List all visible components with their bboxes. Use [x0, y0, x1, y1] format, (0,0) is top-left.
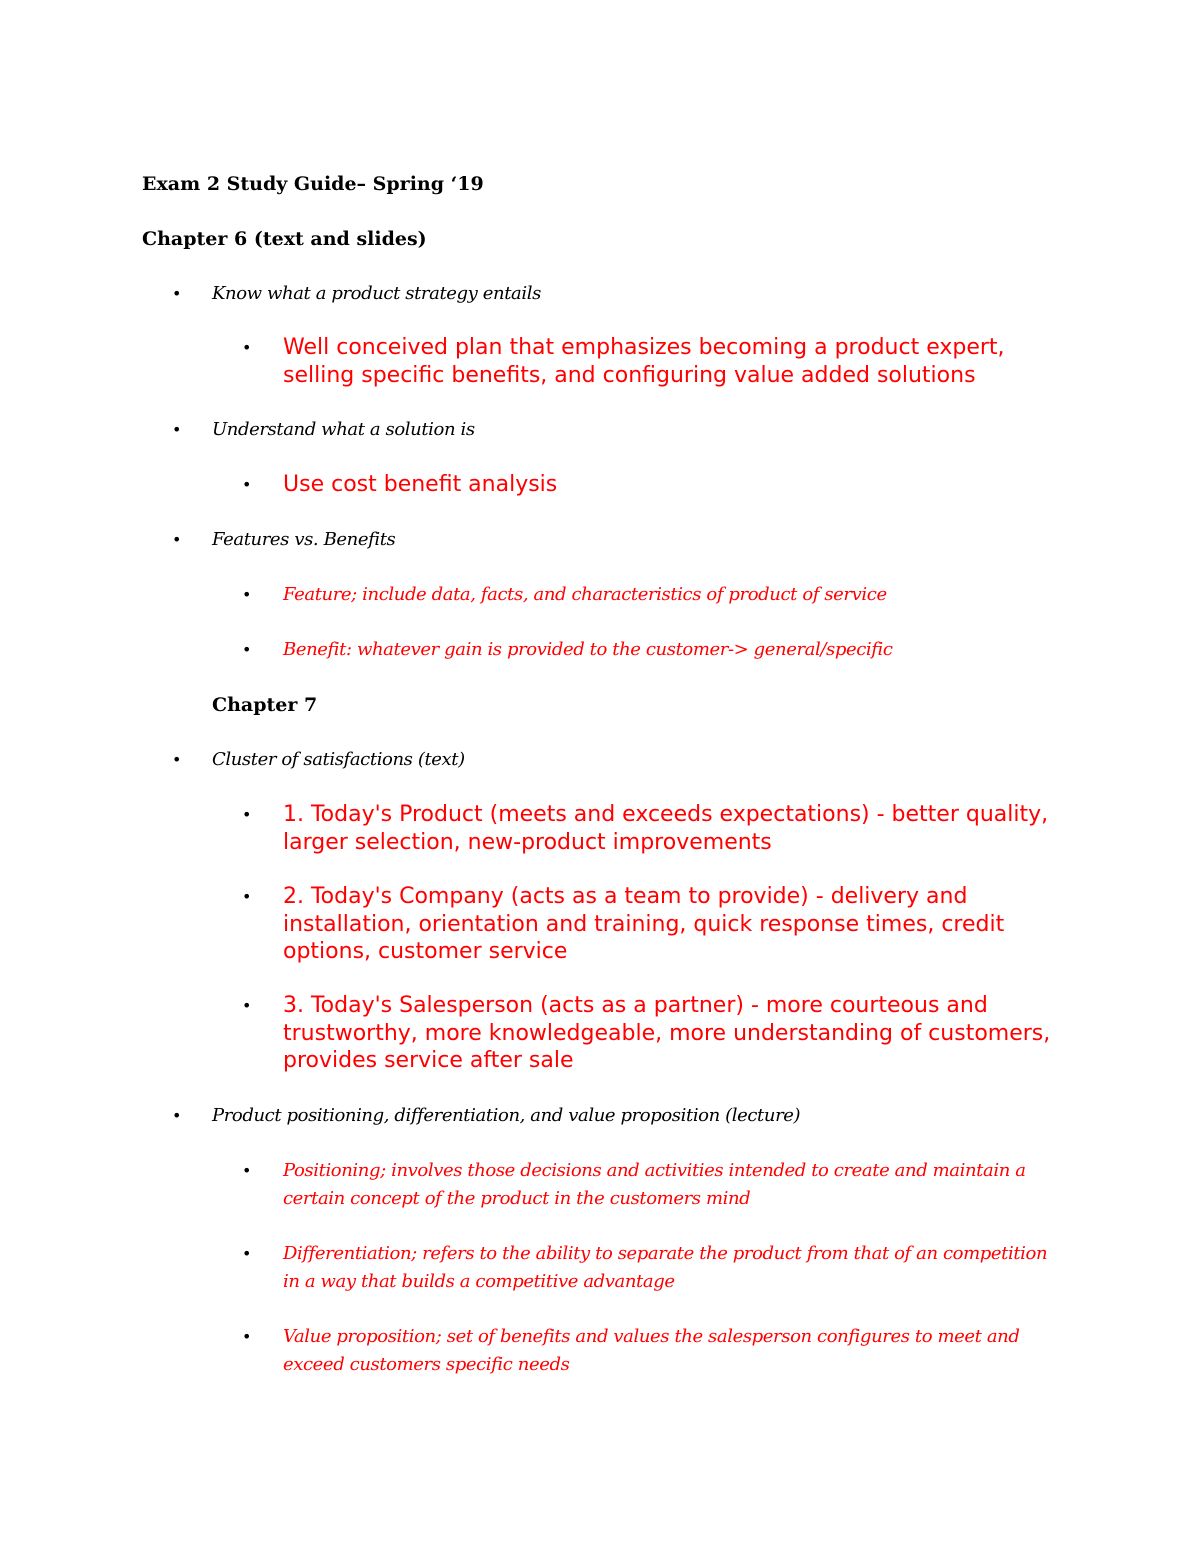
bullet-icon: • [242, 1161, 252, 1180]
topic-item [172, 416, 1072, 444]
topic-item [172, 1102, 1072, 1130]
bullet-icon: • [172, 284, 182, 303]
answer-text: 3. Today's Salesperson (acts as a partner) - more courteous and trustworthy, more knowledgeable, more understanding of customers, provides service after sale [283, 993, 1051, 1073]
bullet-icon: • [242, 475, 252, 494]
answer-text: Use cost benefit analysis [283, 472, 558, 497]
topic-label: Know what a product strategy entails [212, 283, 541, 304]
answer-text: Positioning; involves those decisions and activities intended to create and maintain a certain concept of the product in the customers mind [283, 1160, 1026, 1209]
answer-item [242, 581, 1062, 609]
bullet-icon: • [242, 585, 252, 604]
answer-text: 2. Today's Company (acts as a team to provide) - delivery and installation, orientation and training, quick response times, credit options, customer service [283, 884, 1005, 964]
answer-text: Value proposition; set of benefits and values the salesperson configures to meet and exceed customers specific needs [283, 1326, 1020, 1375]
bullet-icon: • [242, 1327, 252, 1346]
bullet-icon: • [172, 1106, 182, 1125]
answer-item [242, 636, 1062, 664]
topic-label: Understand what a solution is [212, 419, 475, 440]
topic-item [172, 280, 1072, 308]
bullet-icon: • [242, 1244, 252, 1263]
bullet-icon: • [172, 530, 182, 549]
section-heading-chapter-6: Chapter 6 (text and slides) [142, 228, 427, 250]
answer-item [242, 992, 1062, 1075]
bullet-icon: • [242, 640, 252, 659]
answer-item [242, 334, 1062, 389]
bullet-icon: • [242, 805, 252, 824]
answer-text: Feature; include data, facts, and characteristics of product of service [283, 584, 887, 605]
bullet-icon: • [172, 750, 182, 769]
topic-item [172, 526, 1072, 554]
bullet-icon: • [242, 996, 252, 1015]
answer-item [242, 471, 1062, 499]
topic-item [172, 746, 1072, 774]
answer-item [242, 1240, 1062, 1296]
answer-text: 1. Today's Product (meets and exceeds expectations) - better quality, larger selection, new-product improvements [283, 802, 1049, 855]
answer-text: Differentiation; refers to the ability to separate the product from that of an competition in a way that builds a competitive advantage [283, 1243, 1048, 1292]
topic-label: Features vs. Benefits [212, 529, 396, 550]
answer-item [242, 883, 1062, 966]
topic-label: Product positioning, differentiation, and value proposition (lecture) [212, 1105, 801, 1126]
answer-item [242, 1157, 1062, 1213]
bullet-icon: • [242, 338, 252, 357]
bullet-icon: • [242, 887, 252, 906]
answer-item [242, 1323, 1062, 1379]
answer-item [242, 801, 1062, 856]
answer-text: Well conceived plan that emphasizes becoming a product expert, selling specific benefits, and configuring value added solutions [283, 335, 1005, 388]
section-heading-chapter-7: Chapter 7 [212, 694, 318, 716]
bullet-icon: • [172, 420, 182, 439]
answer-text: Benefit: whatever gain is provided to the customer-> general/specific [283, 639, 893, 660]
topic-label: Cluster of satisfactions (text) [212, 749, 465, 770]
document-title: Exam 2 Study Guide– Spring ‘19 [142, 173, 484, 195]
